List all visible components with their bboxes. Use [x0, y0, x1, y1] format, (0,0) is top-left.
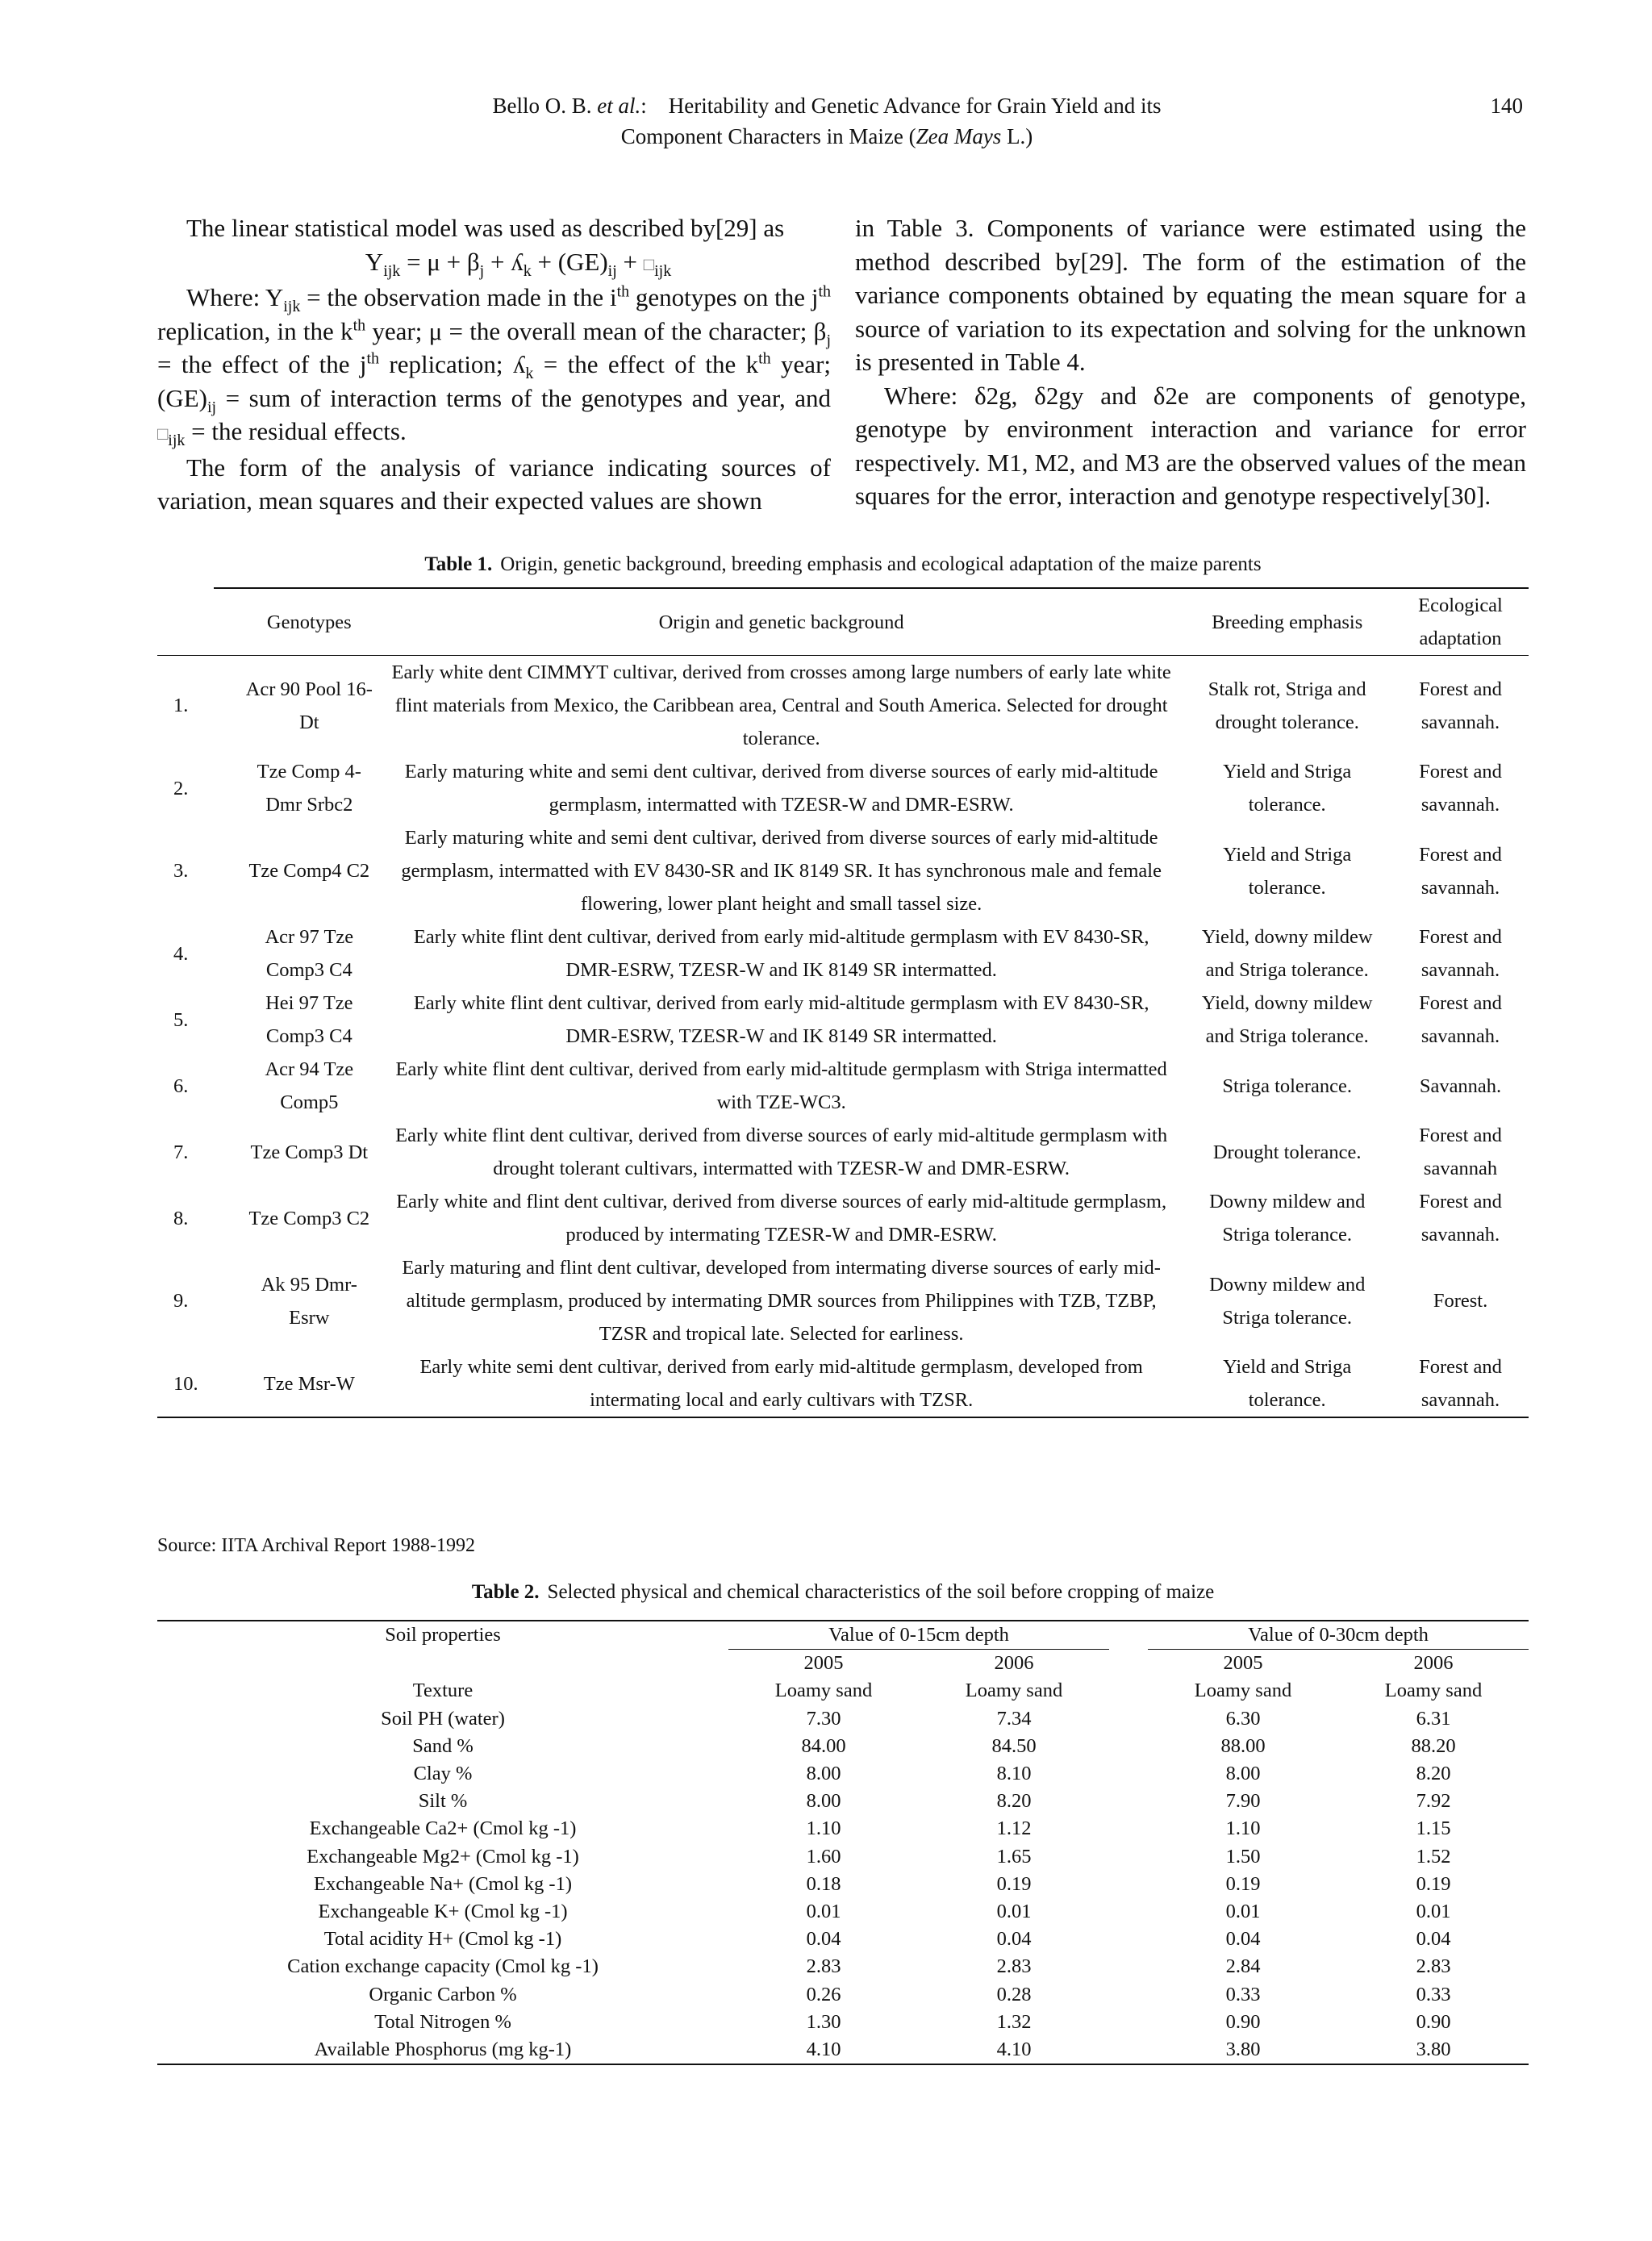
t1-cell-breeding: Yield and Striga tolerance.: [1223, 1356, 1352, 1411]
t2-cell-value: 88.00: [1220, 1734, 1266, 1757]
t1-cell-num: 4.: [173, 942, 189, 965]
table1-row: [157, 821, 1529, 920]
t1-cell-origin: Early white dent CIMMYT cultivar, derived from crosses among large numbers of early late white flint materials from Mexico, the Caribbean area, Central and South America. Selected for drought tolerance.: [391, 661, 1171, 749]
t2-cell-property: Exchangeable Na+ (Cmol kg -1): [314, 1872, 572, 1895]
t2-cell-property: Available Phosphorus (mg kg-1): [157, 2036, 728, 2064]
t2-cell-value: 7.90: [1225, 1790, 1261, 1813]
table2-row: [157, 1733, 1529, 1760]
table1-row: [157, 656, 1529, 756]
t1-cell-breeding: Yield and Striga tolerance.: [1223, 843, 1352, 899]
header-etal: et al.: [597, 94, 641, 118]
t2-cell-value: 4.10: [728, 2036, 919, 2064]
t1-cell-num: 8.: [173, 1207, 189, 1229]
header-line-1: Bello O. B. et al.: Heritability and Genetic Advance for Grain Yield and its: [492, 94, 1162, 118]
t2-spacer: [1109, 1815, 1148, 1842]
table1-row: [157, 920, 1529, 987]
t2-cell-value: 0.33: [1225, 1983, 1261, 2005]
t1-cell-genotype: Acr 90 Pool 16-Dt: [245, 678, 373, 733]
t1-header-origin: Origin and genetic background: [658, 611, 904, 633]
t1-cell-ecology: Forest and savannah.: [1419, 1356, 1502, 1411]
t1-cell-genotype: Tze Comp4 C2: [248, 860, 370, 882]
t1-cell-genotype: Tze Comp 4-Dmr Srbc2: [257, 761, 361, 816]
left-column: [157, 211, 831, 518]
t1-cell-ecology: Forest and savannah.: [1419, 1191, 1502, 1246]
t2-cell-property: Organic Carbon %: [369, 1983, 517, 2005]
t1-cell-origin: Early white flint dent cultivar, derived from diverse sources of early mid-altitude germplasm with drought tolerant cultivars, intermatted with TZESR-W and DMR-ESRW.: [395, 1125, 1168, 1179]
t1-cell-ecology: Forest and savannah.: [1419, 761, 1502, 816]
table1-caption: Table 1. Origin, genetic background, breeding emphasis and ecological adaptation of the maize parents: [424, 553, 1262, 575]
t2-spacer: [1109, 1677, 1148, 1705]
t1-cell-breeding: Yield, downy mildew and Striga tolerance.: [1201, 926, 1373, 981]
t2-cell-property: Exchangeable Mg2+ (Cmol kg -1): [307, 1845, 579, 1868]
residual-glyph-icon: □: [157, 424, 169, 444]
t2-cell-value: 3.80: [1338, 2036, 1529, 2064]
t2-year: 2005: [1223, 1652, 1263, 1675]
t1-cell-ecology: Forest and savannah.: [1419, 678, 1502, 733]
t2-spacer: [1109, 1788, 1148, 1815]
t2-cell-value: 0.28: [996, 1983, 1032, 2005]
t2-cell-value: 8.00: [806, 1790, 841, 1813]
model-equation: $Y_{ijk} = \mu + \beta_j$ + ʎ$_k$ + $(GE)_{ij}$ + $□_{ijk}$: [365, 247, 672, 280]
t2-cell-property: Exchangeable K+ (Cmol kg -1): [318, 1901, 568, 1923]
t2-cell-value: 1.52: [1416, 1845, 1451, 1868]
t2-spacer: [1109, 1705, 1148, 1733]
t2-cell-property: Total Nitrogen %: [374, 2010, 511, 2033]
t1-cell-genotype: Acr 94 Tze Comp5: [265, 1058, 354, 1113]
t2-cell-property: Texture: [412, 1680, 473, 1702]
t1-cell-num: 5.: [173, 1008, 189, 1031]
t2-spacer: [1109, 2009, 1148, 2036]
t1-cell-ecology: Forest and savannah.: [1419, 843, 1502, 899]
t2-cell-property: Silt %: [418, 1790, 468, 1813]
t2-cell-property: Sand %: [412, 1734, 473, 1757]
t1-cell-breeding: Downy mildew and Striga tolerance.: [1209, 1273, 1366, 1329]
table2-row: [157, 1871, 1529, 1898]
anova-paragraph: The form of the analysis of variance indicating sources of variation, mean squares and their expected values are shown: [157, 453, 831, 515]
t2-cell-value: 88.20: [1411, 1734, 1456, 1757]
t2-spacer: [1109, 1953, 1148, 1980]
t2-year: 2005: [803, 1652, 844, 1675]
t1-cell-genotype: Hei 97 Tze Comp3 C4: [265, 992, 353, 1047]
t2-cell-value: 0.04: [806, 1928, 841, 1951]
t2-cell-value: Loamy sand: [965, 1680, 1063, 1702]
table1-source: Source: IITA Archival Report 1988-1992: [157, 1535, 475, 1556]
t2-cell-value: 8.10: [996, 1763, 1032, 1785]
t1-cell-num: 6.: [173, 1075, 189, 1097]
t2-cell-value: 0.19: [996, 1872, 1032, 1895]
t1-cell-origin: Early maturing and flint dent cultivar, developed from intermating diverse sources of early mid-altitude germplasm, produced by intermating DMR sources from Philippines with TZB, TZBP, TZSR and tropical late. Selected for earliness.: [402, 1257, 1161, 1345]
t1-header-genotypes: Genotypes: [266, 611, 352, 633]
t2-cell-value: 0.04: [996, 1928, 1032, 1951]
table2-row: [157, 1788, 1529, 1815]
t1-cell-genotype: Tze Comp3 C2: [248, 1207, 370, 1229]
t1-cell-genotype: Acr 97 Tze Comp3 C4: [265, 926, 354, 981]
t2-spacer: [1109, 1760, 1148, 1788]
intro-paragraph: The linear statistical model was used as described by[29] as: [186, 214, 785, 242]
table2-row: [157, 1843, 1529, 1871]
table2-body: [157, 1677, 1529, 2064]
table2-row: [157, 1926, 1529, 1953]
t2-cell-value: 0.01: [1416, 1901, 1451, 1923]
t1-cell-origin: Early white and flint dent cultivar, derived from diverse sources of early mid-altitude germplasm, produced by intermating TZESR-W and DMR-ESRW.: [396, 1191, 1167, 1246]
t1-cell-origin: Early white semi dent cultivar, derived from early mid-altitude germplasm, developed from intermating local and early cultivars with TZSR.: [419, 1356, 1143, 1411]
residual-glyph-icon: □: [643, 253, 655, 274]
table2-row: [157, 1898, 1529, 1926]
t1-cell-ecology: Forest and savannah.: [1419, 992, 1502, 1047]
t2-cell-value: 1.60: [806, 1845, 841, 1868]
table1-row: [157, 1350, 1529, 1417]
t2-cell-value: 2.84: [1225, 1955, 1261, 1978]
t2-cell-value: 7.34: [996, 1707, 1032, 1730]
t2-cell-value: 0.19: [1225, 1872, 1261, 1895]
t1-header-ecology: Ecological adaptation: [1418, 595, 1503, 649]
t2-year: 2006: [994, 1652, 1034, 1675]
header-authors: Bello O. B.: [492, 94, 592, 118]
t2-cell-value: 8.00: [1225, 1763, 1261, 1785]
t1-cell-origin: Early maturing white and semi dent cultivar, derived from diverse sources of early mid-altitude germplasm, intermatted with EV 8430-SR and IK 8149 SR. It has synchronous male and female flowering, lower plant height and small tassel size.: [401, 827, 1162, 915]
t2-cell-value: Loamy sand: [1384, 1680, 1483, 1702]
t2-cell-property: Cation exchange capacity (Cmol kg -1): [287, 1955, 599, 1978]
table1: [157, 589, 1529, 1418]
t2-cell-value: 84.50: [991, 1734, 1037, 1757]
t2-spacer: [1109, 1733, 1148, 1760]
t1-cell-origin: Early white flint dent cultivar, derived from early mid-altitude germplasm with EV 8430-SR, DMR-ESRW, TZESR-W and IK 8149 SR intermatted.: [413, 992, 1149, 1047]
t2-header-group1: Value of 0-15cm depth: [728, 1621, 1109, 1650]
t1-cell-genotype: Tze Comp3 Dt: [250, 1141, 369, 1163]
t2-cell-value: 3.80: [1148, 2036, 1338, 2064]
table2-row: [157, 1705, 1529, 1733]
t1-cell-num: 9.: [173, 1290, 189, 1312]
t2-cell-value: 1.32: [996, 2010, 1032, 2033]
table1-row: [157, 755, 1529, 821]
header-title-1: Heritability and Genetic Advance for Grain Yield and its: [668, 94, 1162, 118]
t2-cell-property: Total acidity H+ (Cmol kg -1): [323, 1928, 562, 1951]
t1-cell-genotype: Tze Msr-W: [263, 1372, 355, 1395]
variance-paragraph: in Table 3. Components of variance were estimated using the method described by[29]. The form of the estimation of the variance components obtained by equating the mean square for a source of variation to its expectation and solving for the unknown is presented in Table 4.: [855, 214, 1526, 376]
t1-cell-breeding: Striga tolerance.: [1222, 1075, 1352, 1097]
t2-cell-value: 0.01: [1225, 1901, 1261, 1923]
t2-spacer: [1109, 1981, 1148, 2009]
t1-cell-ecology: Forest.: [1433, 1290, 1488, 1312]
t2-cell-value: 7.30: [806, 1707, 841, 1730]
table1-top-rule: [214, 587, 1529, 589]
table2-row: [157, 2036, 1529, 2064]
t2-cell-property: Clay %: [413, 1763, 473, 1785]
t2-cell-value: 8.20: [1416, 1763, 1451, 1785]
t1-cell-origin: Early white flint dent cultivar, derived from early mid-altitude germplasm with Striga intermatted with TZE-WC3.: [395, 1058, 1167, 1113]
t2-cell-property: Soil PH (water): [381, 1707, 505, 1730]
t2-header-property: Soil properties: [385, 1624, 501, 1646]
table2-row: [157, 1760, 1529, 1788]
t2-cell-value: 1.10: [806, 1817, 841, 1840]
table1-row: [157, 987, 1529, 1053]
t2-cell-value: 0.01: [806, 1901, 841, 1923]
t2-cell-value: 0.33: [1416, 1983, 1451, 2005]
t2-cell-value: 4.10: [919, 2036, 1109, 2064]
t2-cell-value: 1.15: [1416, 1817, 1451, 1840]
t1-cell-ecology: Forest and savannah.: [1419, 926, 1502, 981]
t1-cell-origin: Early maturing white and semi dent cultivar, derived from diverse sources of early mid-altitude germplasm, intermatted with TZESR-W and DMR-ESRW.: [404, 761, 1158, 816]
t1-cell-num: 7.: [173, 1141, 189, 1163]
t2-spacer: [1109, 1871, 1148, 1898]
t2-spacer: [1109, 2036, 1148, 2064]
t2-cell-value: 0.90: [1225, 2010, 1261, 2033]
t1-cell-num: 10.: [173, 1372, 198, 1395]
t1-cell-breeding: Downy mildew and Striga tolerance.: [1209, 1191, 1366, 1246]
table2-label: Table 2.: [471, 1581, 540, 1603]
t2-cell-value: 2.83: [1416, 1955, 1451, 1978]
t2-cell-value: 0.26: [806, 1983, 841, 2005]
t2-cell-value: 0.19: [1416, 1872, 1451, 1895]
t1-cell-breeding: Stalk rot, Striga and drought tolerance.: [1208, 678, 1366, 733]
running-header: [355, 90, 1299, 152]
page-number: 140: [1490, 94, 1523, 118]
t2-cell-value: 6.30: [1225, 1707, 1261, 1730]
t2-year: 2006: [1413, 1652, 1454, 1675]
right-column: [855, 211, 1526, 513]
table1-row: [157, 1053, 1529, 1119]
t2-cell-value: 7.92: [1416, 1790, 1451, 1813]
t1-header-breeding: Breeding emphasis: [1212, 611, 1363, 633]
t1-cell-breeding: Drought tolerance.: [1212, 1141, 1362, 1163]
t1-cell-num: 2.: [173, 777, 189, 799]
t1-cell-num: 1.: [173, 695, 189, 716]
table2-row: [157, 1815, 1529, 1842]
t2-cell-value: 8.20: [996, 1790, 1032, 1813]
table2-row: [157, 1981, 1529, 2009]
t2-cell-value: 0.18: [806, 1872, 841, 1895]
t2-cell-value: 0.90: [1416, 2010, 1451, 2033]
header-line-2: Component Characters in Maize (Zea Mays L.): [620, 124, 1033, 148]
t2-cell-value: 1.12: [996, 1817, 1032, 1840]
table2: [157, 1620, 1529, 2065]
t2-spacer: [1109, 1898, 1148, 1926]
table1-row: [157, 1251, 1529, 1350]
t2-cell-value: 0.01: [996, 1901, 1032, 1923]
t1-cell-genotype: Ak 95 Dmr-Esrw: [261, 1273, 357, 1329]
t2-spacer: [1109, 1926, 1148, 1953]
table2-row: [157, 1953, 1529, 1980]
t2-cell-value: Loamy sand: [1194, 1680, 1292, 1702]
table2-row: [157, 2009, 1529, 2036]
where-paragraph: Where: $Y_{ijk}$ = the observation made in the $i^{th}$ genotypes on the $j^{th}$ replication, in the $k^{th}$ year; μ = the overall mean of the character; $\beta_j$ = the effect of the $j^{th}$ replication; ʎ$_k$ = the effect of the $k^{th}$ year; $(GE)_{ij}$ = sum of interaction terms of the genotypes and year, and $□_{ijk}$ = the residual effects.: [157, 282, 832, 450]
t1-cell-ecology: Forest and savannah: [1419, 1125, 1502, 1179]
t2-cell-value: 2.83: [806, 1955, 841, 1978]
t2-cell-value: 0.04: [1225, 1928, 1261, 1951]
table1-body: [157, 656, 1529, 1418]
t2-cell-value: 1.65: [996, 1845, 1032, 1868]
t2-cell-value: 0.04: [1416, 1928, 1451, 1951]
t2-cell-property: Exchangeable Ca2+ (Cmol kg -1): [309, 1817, 577, 1840]
t1-cell-ecology: Savannah.: [1419, 1075, 1502, 1097]
header-species: Zea Mays: [916, 124, 1002, 148]
t1-cell-breeding: Yield, downy mildew and Striga tolerance.: [1201, 992, 1373, 1047]
t2-cell-value: 84.00: [801, 1734, 846, 1757]
t1-cell-breeding: Yield and Striga tolerance.: [1223, 761, 1352, 816]
t2-cell-value: 6.31: [1416, 1707, 1451, 1730]
components-paragraph: Where: δ2g, δ2gy and δ2e are components of genotype, genotype by environment interaction and variance for error respectively. M1, M2, and M3 are the observed values of the mean squares for the error, interaction and genotype respectively[30].: [855, 381, 1526, 510]
t1-cell-num: 3.: [173, 860, 189, 882]
t1-cell-origin: Early white flint dent cultivar, derived from early mid-altitude germplasm with EV 8430-SR, DMR-ESRW, TZESR-W and IK 8149 SR intermatted.: [413, 926, 1149, 981]
table1-row: [157, 1185, 1529, 1251]
t2-cell-value: 8.00: [806, 1763, 841, 1785]
table2-caption: Table 2. Selected physical and chemical characteristics of the soil before cropping of maize: [471, 1581, 1215, 1603]
t2-spacer: [1109, 1843, 1148, 1871]
t2-cell-value: 1.50: [1225, 1845, 1261, 1868]
table1-row: [157, 1119, 1529, 1185]
table1-label: Table 1.: [424, 553, 493, 575]
table2-row: [157, 1677, 1529, 1705]
t2-cell-value: 1.30: [806, 2010, 841, 2033]
t2-cell-value: Loamy sand: [774, 1680, 873, 1702]
t2-cell-value: 2.83: [996, 1955, 1032, 1978]
t2-cell-value: 1.10: [1225, 1817, 1261, 1840]
t2-header-group2: Value of 0-30cm depth: [1148, 1621, 1529, 1650]
